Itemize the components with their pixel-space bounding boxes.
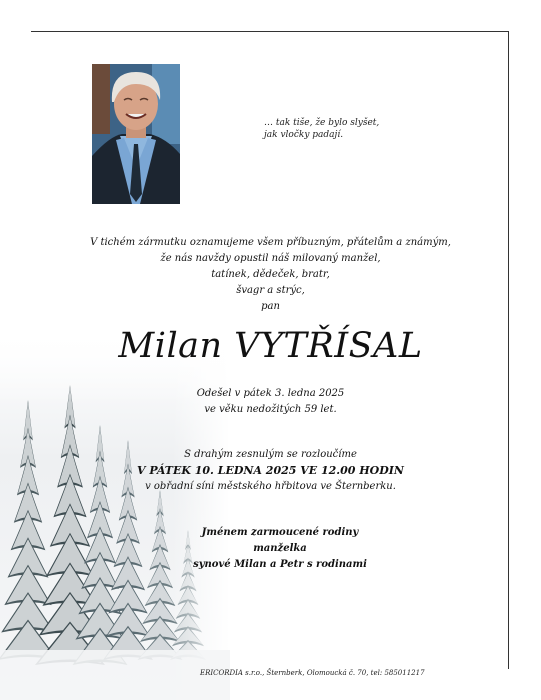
motto — [264, 117, 379, 141]
footer-company: ERICORDIA s.r.o., Šternberk, Olomoucká č. 70, tel: 585011217 — [200, 669, 425, 677]
announcement-line: švagr a strýc, — [236, 285, 305, 296]
funeral-place: v obřadní síni městského hřbitova ve Šternberku. — [145, 481, 396, 492]
motto-line-1: … tak tiše, že bylo slyšet, — [264, 118, 380, 128]
announcement-line: že nás navždy opustil náš milovaný manžel, — [160, 253, 381, 264]
announcement-line: pan — [261, 301, 280, 312]
deceased-name: Milan VYTŘÍSAL — [118, 326, 423, 366]
top-border-line — [31, 31, 509, 32]
death-age: ve věku nedožitých 59 let. — [204, 404, 337, 415]
funeral-intro: S drahým zesnulým se rozloučíme — [184, 449, 357, 460]
death-info — [60, 386, 481, 418]
right-border-line — [508, 31, 509, 669]
funeral-info — [60, 447, 481, 495]
family-line: Jménem zarmoucené rodiny — [201, 527, 359, 538]
funeral-datetime: V PÁTEK 10. LEDNA 2025 VE 12.00 HODIN — [137, 464, 404, 477]
portrait-photo-icon — [92, 64, 180, 204]
announcement-text — [60, 235, 481, 315]
family-line: synové Milan a Petr s rodinami — [193, 559, 367, 570]
announcement-line: tatínek, dědeček, bratr, — [211, 269, 330, 280]
motto-line-2: jak vločky padají. — [264, 130, 344, 140]
family-line: manželka — [253, 543, 307, 554]
announcement-line: V tichém zármutku oznamujeme všem příbuzným, přátelům a známým, — [90, 237, 451, 248]
family-signature — [140, 525, 420, 573]
death-date: Odešel v pátek 3. ledna 2025 — [196, 388, 345, 399]
